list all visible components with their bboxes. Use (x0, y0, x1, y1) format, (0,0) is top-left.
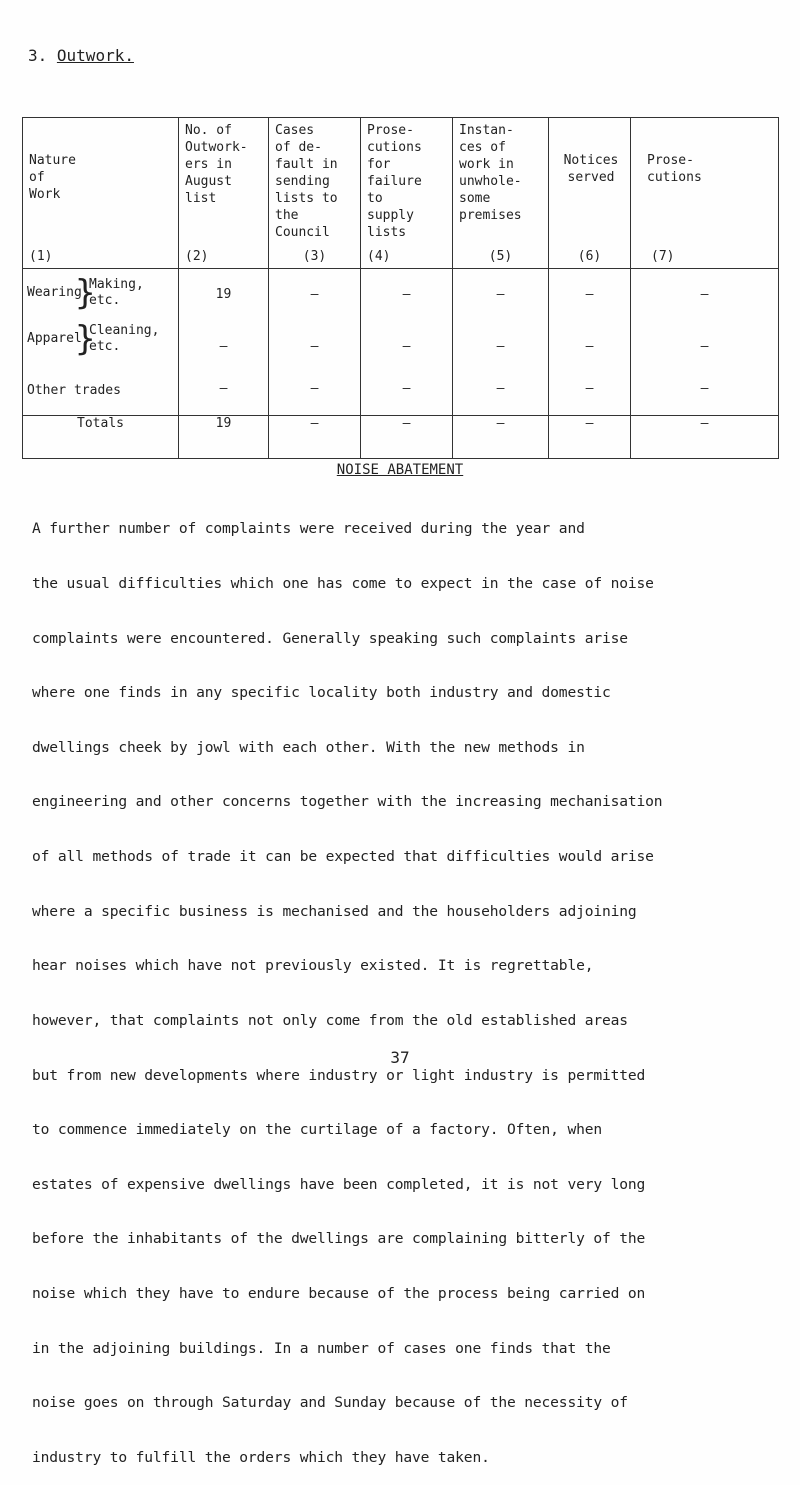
col2-cell (179, 269, 269, 416)
paragraph-line: dwellings cheek by jowl with each other. With the new methods in (32, 738, 585, 756)
table-body-row (23, 269, 779, 416)
table-cell: – (585, 287, 594, 302)
table-cell: – (310, 287, 319, 302)
paragraph-line: however, that complaints not only come from the old established areas (32, 1011, 628, 1029)
col5-cell (453, 269, 549, 416)
header-notices: Notices served (6) (549, 118, 631, 269)
paragraph-line: the usual difficulties which one has come to expect in the case of noise (32, 575, 654, 593)
paragraph-line: before the inhabitants of the dwellings are complaining bitterly of the (32, 1230, 646, 1248)
table-cell: – (496, 381, 505, 396)
col4-cell (361, 269, 453, 416)
paragraph-line: noise which they have to endure because of the process being carried on (32, 1284, 646, 1302)
paragraph-line: hear noises which have not previously existed. It is regrettable, (32, 957, 594, 975)
paragraph-line: engineering and other concerns together with the increasing mechanisation (32, 793, 663, 811)
paragraph-line: where one finds in any specific locality both industry and domestic (32, 684, 611, 702)
paragraph-line: where a specific business is mechanised and the householders adjoining (32, 902, 637, 920)
table-cell: – (700, 339, 709, 354)
table-cell: – (496, 287, 505, 302)
table-cell: – (219, 339, 228, 354)
header-nature: Nature of Work (1) (23, 118, 179, 269)
section-number: 3. (28, 46, 48, 65)
wearing-group (27, 273, 174, 313)
header-outworkers: No. of Outwork- ers in August list (2) (179, 118, 269, 269)
header-unwholesome: Instan- ces of work in unwhole- some premises (5) (453, 118, 549, 269)
paragraph-line: industry to fulfill the orders which they have taken. (32, 1448, 490, 1466)
table-cell: 19 (215, 287, 232, 302)
totals-cell: – (549, 416, 631, 459)
paragraph-line: complaints were encountered. Generally speaking such complaints arise (32, 629, 628, 647)
noise-abatement-title: NOISE ABATEMENT (336, 462, 464, 478)
table-cell: – (219, 381, 228, 396)
brace-icon: } (75, 273, 96, 313)
table-cell: – (310, 381, 319, 396)
paragraph-line: but from new developments where industry or light industry is permitted (32, 1066, 646, 1084)
paragraph-line: noise goes on through Saturday and Sunday because of the necessity of (32, 1394, 628, 1412)
header-row (23, 118, 779, 269)
cleaning-etc: etc. (89, 339, 121, 354)
outwork-table (22, 117, 779, 459)
col6-cell (549, 269, 631, 416)
col7-cell (631, 269, 779, 416)
cleaning-label: Cleaning, (89, 323, 160, 338)
paragraph-line: in the adjoining buildings. In a number of cases one finds that the (32, 1339, 611, 1357)
brace-icon: } (75, 319, 96, 359)
paragraph-line: of all methods of trade it can be expected that difficulties would arise (32, 848, 654, 866)
page-number: 37 (390, 1048, 410, 1067)
table-cell: – (402, 339, 411, 354)
totals-row (23, 416, 779, 459)
other-trades-label: Other trades (27, 383, 121, 398)
header-default-cases: Cases of de- fault in sending lists to the Council (3) (269, 118, 361, 269)
section-title: Outwork. (56, 46, 134, 65)
table-cell: – (496, 339, 505, 354)
table-cell: – (700, 381, 709, 396)
making-label: Making, (89, 277, 144, 292)
wearing-label: Wearing (27, 285, 82, 300)
header-prosecutions-lists: Prose- cutions for failure to supply lists (4) (361, 118, 453, 269)
apparel-label: Apparel (27, 331, 82, 346)
paragraph-line: A further number of complaints were received during the year and (32, 520, 585, 538)
table-cell: – (700, 287, 709, 302)
totals-cell: – (631, 416, 779, 459)
noise-paragraph (32, 484, 772, 1485)
table-cell: – (310, 339, 319, 354)
table-cell: – (402, 287, 411, 302)
table-cell: – (585, 381, 594, 396)
nature-cell (23, 269, 179, 416)
table-cell: – (585, 339, 594, 354)
totals-cell: – (269, 416, 361, 459)
table-cell: – (402, 381, 411, 396)
paragraph-line: estates of expensive dwellings have been completed, it is not very long (32, 1175, 646, 1193)
totals-cell: 19 (179, 416, 269, 459)
totals-cell: – (361, 416, 453, 459)
col3-cell (269, 269, 361, 416)
making-etc: etc. (89, 293, 121, 308)
header-prosecutions: Prose- cutions (7) (631, 118, 779, 269)
apparel-group (27, 319, 174, 359)
totals-cell: – (453, 416, 549, 459)
paragraph-line: to commence immediately on the curtilage of a factory. Often, when (32, 1121, 602, 1139)
section-heading (28, 46, 134, 65)
totals-label: Totals (23, 416, 179, 459)
